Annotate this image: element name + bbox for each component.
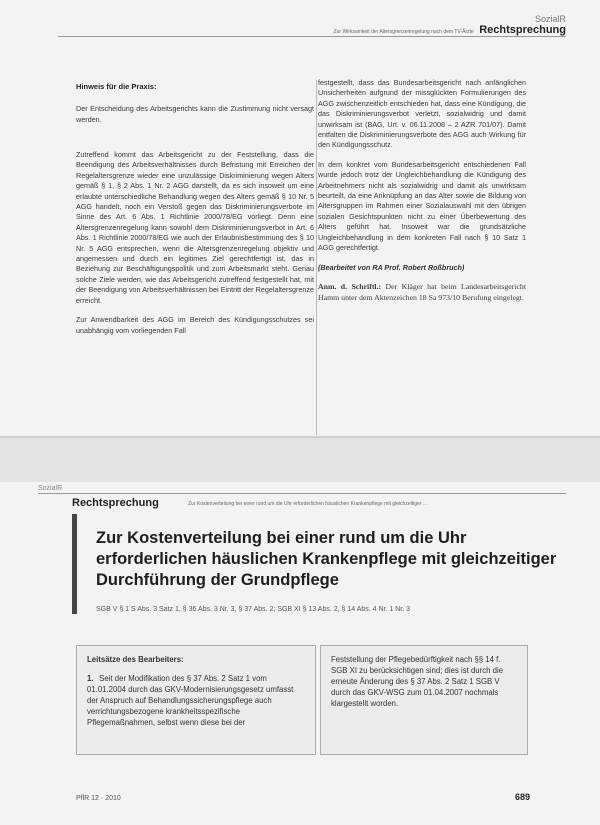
paragraph: Zutreffend kommt das Arbeitsgericht zu der Feststellung, dass die Beendigung des Arbeitsverhältnisses durch Befristung mit Erreichen der Regelaltersgrenze wieder eine unzulässige Diskriminierung wegen Alters gemäß § 1, § 2 Abs. 1 Nr. 2 AGG darstellt, da es sich insoweit um eine erlaubte unterschiedliche Behandlung wegen des Alters gemäß § 10 Nr. 5 AGG handelt, noch ein Verstoß gegen das Diskriminierungsverbote im Sinne des Art. 6 Abs. 1 Richtlinie 2000/78/EG vorliegt. Denn eine Altersgrenzenregelung kann sowohl dem Diskriminierungsverbot in Art. 6 Abs. 1 Richtlinie 2000/78/EG wie auch der Erlaubnisbestimmung des § 10 Nr. 5 AGG entsprechen, wenn die Altersgrenzenregelung objektiv und angemessen und durch ein legitimes Ziel gerechtfertigt ist, das in Beziehung zur Beschäftigungspolitik und zum Arbeitsmarkt steht. Genau solche Ziele werden, wie das Arbeitsgericht zutreffend festgestellt hat, mit der Beendigung von Arbeitsverhältnissen bei Eintritt der Regelaltersgrenze erreicht. xyxy=(76,150,314,305)
practice-hint xyxy=(76,82,314,134)
header-rule xyxy=(38,493,566,494)
band-edge xyxy=(0,436,600,438)
running-head xyxy=(334,24,566,36)
item-text-continued: Feststellung der Pflegebedürftigkeit nach §§ 14 f. SGB XI zu berücksichtigen sind; dies ist durch die erneute Änderung des § 37 Abs. 2 Satz 1 SGB V durch das GKV-WSG zum 01.04.2007 nochmals klargestellt worden. xyxy=(331,655,504,708)
category-label: SozialR xyxy=(38,485,63,492)
guiding-principles-box xyxy=(76,645,316,755)
running-head: Zur Kostenverteilung bei einer rund um die Uhr erforderlichen häuslichen Krankenpflege mit gleichzeitiger ... xyxy=(188,501,428,507)
hint-title: Hinweis für die Praxis: xyxy=(76,82,157,91)
legal-norms: SGB V § 1 S Abs. 3 Satz 1, § 36 Abs. 3 Nr. 3, § 37 Abs. 2; SGB XI § 13 Abs. 2, § 14 Abs. 4 Nr. 1 Nr. 3 xyxy=(96,606,411,613)
guiding-title: Leitsätze des Bearbeiters: xyxy=(87,655,184,664)
title-accent-bar xyxy=(72,514,77,614)
page-number: 689 xyxy=(514,792,530,802)
section-label: Rechtsprechung xyxy=(479,24,566,36)
right-column xyxy=(318,78,526,312)
category-label: SozialR xyxy=(534,14,566,24)
article-title: Zur Kostenverteilung bei einer rund um die Uhr erforderlichen häuslichen Krankenpflege mit gleichzeitiger Durchführung der Grundpflege xyxy=(96,529,557,589)
guiding-principles-box-continued xyxy=(320,645,528,755)
paragraph: In dem konkret vom Bundesarbeitsgericht entschiedenen Fall wurde jedoch trotz der Ungleichbehandlung die Kündigung des Arbeitnehmers nicht als sozialwidrig und damit als unwirksam beurteilt, da eine Anknüpfung an das Alter sowie die Bildung von Altersgruppen im Rahmen einer Sozialauswahl mit den übrigen sozialen Gesichtspunkten nicht zu einer Überbewertung des Alters geführt hat. Insoweit war die grundsätzliche Ungleichbehandlung in dem konkreten Fall nach § 10 Satz 1 AGG gerechtfertigt. xyxy=(318,159,526,253)
item-number: 1. xyxy=(87,674,94,683)
header-rule xyxy=(58,36,566,37)
section-label: Rechtsprechung xyxy=(72,497,159,509)
editor-credit: (Bearbeitet von RA Prof. Robert Roßbruch) xyxy=(318,262,465,272)
item-text: Seit der Modifikation des § 37 Abs. 2 Satz 1 vom 01.01.2004 durch das GKV-Modernisierungsgesetz umfasst der Anspruch auf Behandlungssicherungspflege auch verrichtungsbezogene krankheitsspezifische Pflegemaßnahmen, selbst wenn diese bei der xyxy=(87,674,294,727)
guiding-item xyxy=(87,673,305,728)
column-divider xyxy=(316,80,317,435)
page-break-band xyxy=(0,436,600,482)
paragraph: festgestellt, dass das Bundesarbeitsgericht nach anfänglichen Unsicherheiten aufgrund der missglückten Formulierungen des AGG zwischenzeitlich entschieden hat, dass eine Kündigung, die das Diskriminierungsverbot verletzt, sozialwidrig und damit unwirksam ist (BAG, Urt. v. 06.11.2008 – 2 AZR 701/07). Damit entfalten die Diskriminierungsverbote des AGG auch Wirkung für den Kündigungsschutz. xyxy=(318,78,526,150)
running-head-text: Zur Wirksamkeit der Altersgrenzenregelung nach dem TV-Ärzte xyxy=(333,29,474,35)
left-column xyxy=(76,150,314,345)
hint-text: Der Entscheidung des Arbeitsgerichts kann die Zustimmung nicht versagt werden. xyxy=(76,104,314,124)
paragraph: Zur Anwendbarkeit des AGG im Bereich des Kündigungsschutzes sei unabhängig vom vorliegenden Fall xyxy=(76,315,314,335)
author-note-text: Der Kläger hat beim Landesarbeitsgericht Hamm unter dem Aktenzeichen 18 Sa 973/10 Berufung eingelegt. xyxy=(318,281,526,302)
author-note xyxy=(318,282,526,303)
journal-issue: PflR 12 · 2010 xyxy=(76,795,121,802)
author-note-label: Anm. d. Schriftl.: xyxy=(318,281,382,291)
